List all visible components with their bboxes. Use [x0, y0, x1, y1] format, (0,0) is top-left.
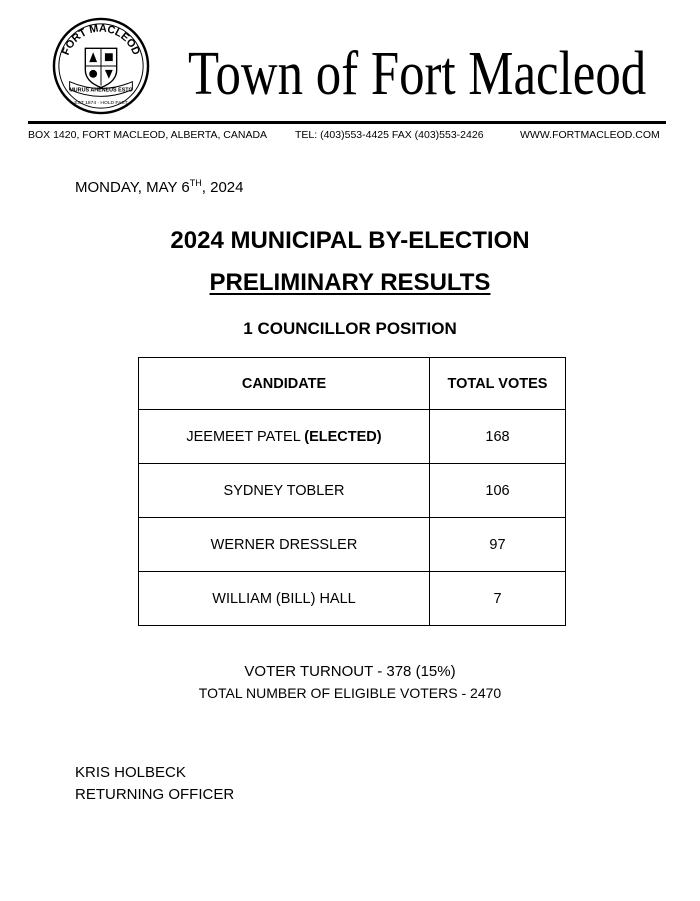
signatory-name: KRIS HOLBECK: [75, 764, 186, 781]
phone-fax: TEL: (403)553-4425 FAX (403)553-2426: [295, 129, 484, 141]
table-row: [139, 464, 566, 518]
eligible-label: TOTAL NUMBER OF ELIGIBLE VOTERS: [198, 685, 458, 701]
date-ordinal-suffix: TH: [189, 178, 202, 188]
town-seal-logo: [52, 17, 150, 115]
results-table: [138, 357, 566, 626]
position-heading: 1 COUNCILLOR POSITION: [243, 319, 457, 338]
voter-turnout: VOTER TURNOUT - 378 (15%): [244, 663, 456, 680]
turnout-percent: (15%): [415, 663, 456, 680]
candidate-name: WERNER DRESSLER: [210, 536, 358, 553]
document-title: 2024 MUNICIPAL BY-ELECTION: [170, 227, 530, 254]
votes-cell: 97: [430, 518, 566, 572]
table-header-row: [139, 358, 566, 410]
candidate-name: SYDNEY TOBLER: [223, 482, 345, 499]
website-link[interactable]: WWW.FORTMACLEOD.COM: [520, 129, 660, 141]
date-main: MONDAY, MAY 6: [75, 179, 190, 196]
candidate-name: WILLIAM (BILL) HALL: [212, 590, 356, 607]
mailing-address: BOX 1420, FORT MACLEOD, ALBERTA, CANADA: [28, 129, 268, 141]
candidate-cell: [139, 518, 430, 572]
seal-top-text: FORT MACLEOD: [59, 22, 143, 57]
document-subtitle: [0, 268, 700, 298]
candidate-cell: [139, 410, 430, 464]
votes-cell: 7: [430, 572, 566, 626]
votes-cell: 168: [430, 410, 566, 464]
table-row: [139, 410, 566, 464]
seal-bottom-text: EST 1874 · HOLD FAST: [74, 101, 128, 107]
eligible-voters: TOTAL NUMBER OF ELIGIBLE VOTERS - 2470: [198, 685, 502, 701]
document-date: [75, 178, 243, 198]
turnout-value: 378: [386, 663, 412, 680]
turnout-label: VOTER TURNOUT: [244, 663, 374, 680]
date-year: , 2024: [201, 179, 244, 196]
table-row: [139, 572, 566, 626]
subtitle-text: PRELIMINARY RESULTS: [209, 269, 491, 296]
candidate-name: JEEMEET PATEL: [186, 428, 301, 445]
candidate-cell: [139, 572, 430, 626]
seal-motto: MURUS AHENEUS ESTO: [69, 87, 133, 94]
letterhead-contact-row: [28, 128, 668, 142]
eligible-value: 2470: [470, 685, 502, 701]
signatory-role: RETURNING OFFICER: [75, 786, 235, 803]
votes-cell: 106: [430, 464, 566, 518]
town-name-heading: Town of Fort Macleod: [188, 40, 647, 108]
table-row: [139, 518, 566, 572]
candidate-cell: [139, 464, 430, 518]
column-header-total-votes: TOTAL VOTES: [430, 358, 566, 410]
column-header-candidate: CANDIDATE: [139, 358, 430, 410]
letterhead-divider: [28, 121, 666, 124]
elected-marker: (ELECTED): [304, 428, 382, 445]
